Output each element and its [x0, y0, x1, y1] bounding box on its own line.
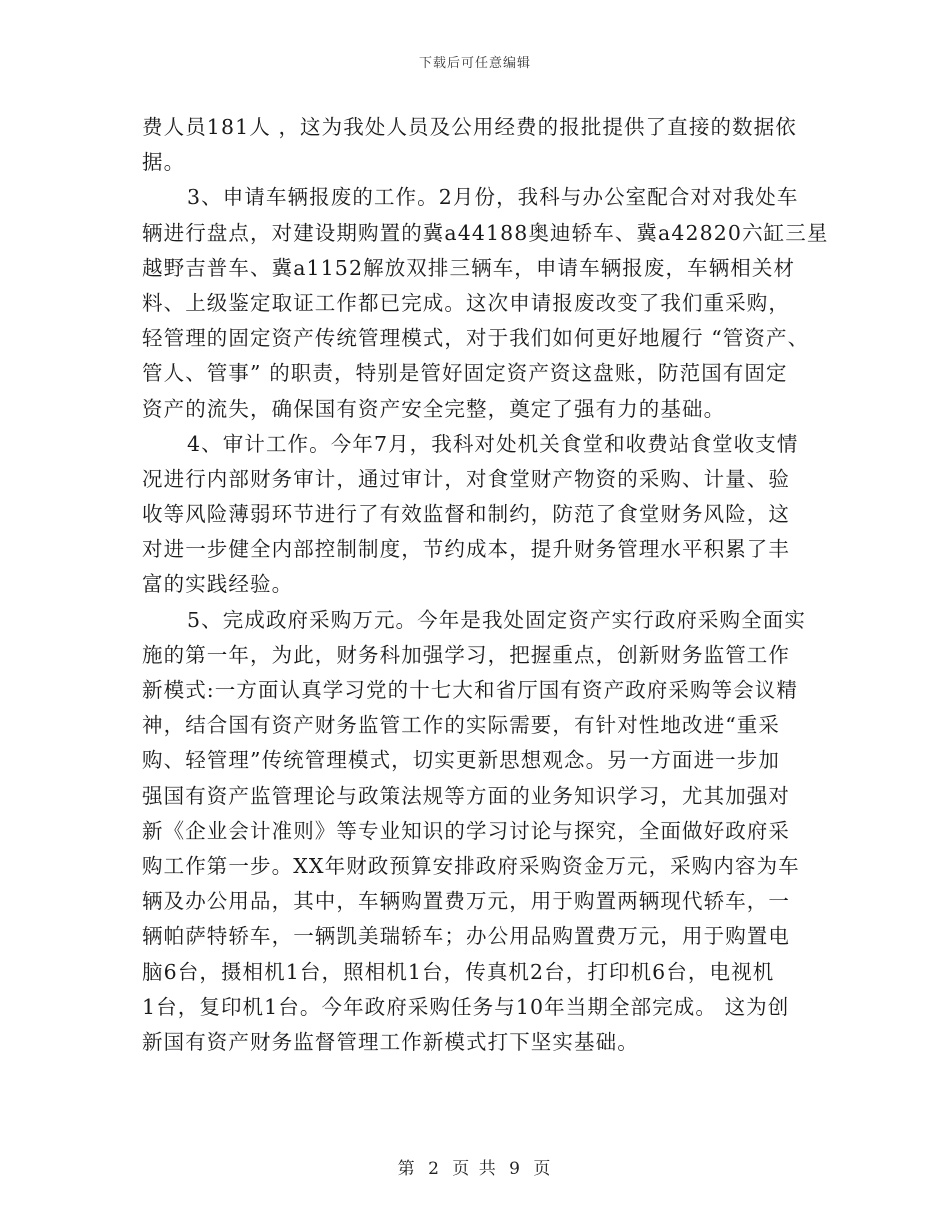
- text-line: 越野吉普车、冀a1152解放双排三辆车，申请车辆报废，车辆相关材: [142, 255, 796, 280]
- text-line: 管人、管事” 的职责，特别是管好固定资产资这盘账，防范国有固定: [142, 361, 788, 386]
- page-header: 下载后可任意编辑: [418, 56, 531, 71]
- text-line: 5、完成政府采购万元。今年是我处固定资产实行政府采购全面实: [187, 607, 806, 632]
- text-line: 富的实践经验。: [142, 572, 294, 597]
- text-line: 据。: [142, 150, 186, 175]
- text-line: 强国有资产监管理论与政策法规等方面的业务知识学习，尤其加强对: [142, 783, 790, 808]
- text-line: 辆及办公用品，其中，车辆购置费万元，用于购置两辆现代轿车，一: [142, 889, 790, 914]
- footer-prefix: 第: [397, 1159, 417, 1179]
- text-line: 购工作第一步。XX年财政预算安排政府采购资金万元，采购内容为车: [142, 853, 800, 878]
- text-line: 辆帕萨特轿车，一辆凯美瑞轿车；办公用品购置费万元，用于购置电: [142, 924, 790, 949]
- text-line: 新《企业会计准则》等专业知识的学习讨论与探究，全面做好政府采: [142, 818, 790, 843]
- text-line: 费人员181人 ，这为我处人员及公用经费的报批提供了直接的数据依: [142, 115, 797, 139]
- document-body: [142, 110, 829, 1060]
- current-page-number: 2: [428, 1159, 441, 1179]
- text-line: 料、上级鉴定取证工作都已完成。这次申请报废改变了我们重采购，: [142, 290, 790, 315]
- text-line: 辆进行盘点，对建设期购置的冀a44188奥迪轿车、冀a42820六缸三星: [142, 220, 829, 245]
- text-line: 资产的流失，确保国有资产安全完整，奠定了强有力的基础。: [142, 396, 726, 421]
- text-line: 4、审计工作。今年7月，我科对处机关食堂和收费站食堂收支情: [187, 431, 799, 456]
- text-line: 况进行内部财务审计，通过审计，对食堂财产物资的采购、计量、验: [142, 466, 790, 491]
- text-line: 对进一步健全内部控制制度，节约成本，提升财务管理水平积累了丰: [142, 537, 790, 562]
- text-line: 1台，复印机1台。今年政府采购任务与10年当期全部完成。 这为创: [142, 994, 790, 1019]
- footer-suffix: 页: [533, 1159, 553, 1179]
- text-line: 施的第一年，为此，财务科加强学习，把握重点，创新财务监管工作: [142, 642, 790, 667]
- text-line: 轻管理的固定资产传统管理模式，对于我们如何更好地履行 “管资产、: [142, 326, 810, 351]
- page-footer: [0, 1154, 950, 1179]
- footer-middle: 页 共: [452, 1159, 498, 1179]
- text-line: 购、轻管理”传统管理模式，切实更新思想观念。另一方面进一步加: [142, 748, 780, 773]
- text-line: 收等风险薄弱环节进行了有效监督和制约，防范了食堂财务风险，这: [142, 502, 790, 527]
- text-line: 3、申请车辆报废的工作。2月份，我科与办公室配合对对我处车: [187, 185, 799, 210]
- total-page-count: 9: [509, 1159, 522, 1179]
- text-line: 新国有资产财务监督管理工作新模式打下坚实基础。: [142, 1029, 639, 1054]
- text-line: 神，结合国有资产财务监管工作的实际需要，有针对性地改进“重采: [142, 713, 780, 738]
- text-line: 新模式:一方面认真学习党的十七大和省厅国有资产政府采购等会议精: [142, 678, 799, 702]
- text-line: 脑6台，摄相机1台，照相机1台，传真机2台，打印机6台，电视机: [142, 959, 775, 984]
